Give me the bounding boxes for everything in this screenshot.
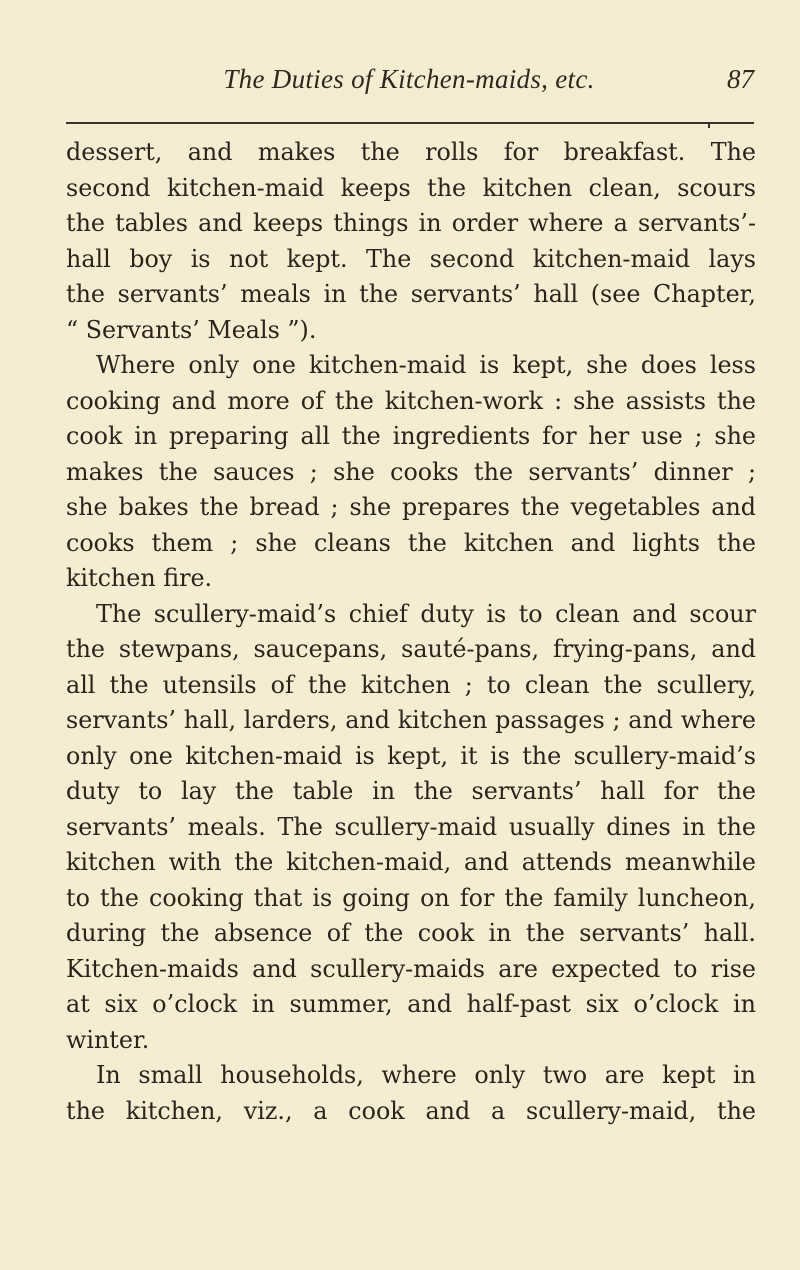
text-line: all the utensils of the kitchen ; to clean the scullery, <box>66 670 756 699</box>
text-line: cooks them ; she cleans the kitchen and lights the <box>66 528 756 557</box>
header-rule <box>66 122 754 124</box>
page-number: 87 <box>727 64 754 94</box>
text-line: to the cooking that is going on for the family luncheon, <box>66 883 756 912</box>
text-line: cooking and more of the kitchen-work : she assists the <box>66 386 756 415</box>
text-line: dessert, and makes the rolls for breakfast. The <box>66 138 756 166</box>
text-line: at six o’clock in summer, and half-past six o’clock in <box>66 990 756 1018</box>
text-line: hall boy is not kept. The second kitchen-maid lays <box>66 244 756 273</box>
text-line: Kitchen-maids and scullery-maids are expected to rise <box>66 954 756 983</box>
text-line: only one kitchen-maid is kept, it is the scullery-maid’s <box>66 741 756 770</box>
text-line: winter. <box>66 1025 150 1054</box>
body-text <box>66 135 756 1129</box>
text-line: In small households, where only two are kept in <box>96 1061 756 1089</box>
text-line: “ Servants’ Meals ”). <box>66 315 317 344</box>
text-line: the stewpans, saucepans, sauté-pans, frying-pans, and <box>66 635 756 663</box>
text-line: during the absence of the cook in the servants’ hall. <box>66 919 756 947</box>
text-line: Where only one kitchen-maid is kept, she does less <box>96 351 756 379</box>
text-line: she bakes the bread ; she prepares the vegetables and <box>66 493 756 521</box>
text-line: the kitchen, viz., a cook and a scullery-maid, the <box>66 1096 756 1125</box>
text-line: the servants’ meals in the servants’ hall (see Chapter, <box>66 280 756 308</box>
text-line: cook in preparing all the ingredients for her use ; she <box>66 422 756 450</box>
text-line: servants’ meals. The scullery-maid usually dines in the <box>66 812 756 841</box>
text-line: servants’ hall, larders, and kitchen passages ; and where <box>66 706 756 734</box>
text-line: kitchen with the kitchen-maid, and attends meanwhile <box>66 848 756 876</box>
text-line: the tables and keeps things in order where a servants’- <box>66 209 756 237</box>
text-line: duty to lay the table in the servants’ hall for the <box>66 777 756 805</box>
text-line: kitchen fire. <box>66 564 213 592</box>
running-head <box>64 64 754 104</box>
text-line: second kitchen-maid keeps the kitchen clean, scours <box>66 173 756 202</box>
text-line: makes the sauces ; she cooks the servants’ dinner ; <box>66 457 756 486</box>
text-line: The scullery-maid’s chief duty is to clean and scour <box>96 599 756 628</box>
running-title: The Duties of Kitchen-maids, etc. <box>223 64 595 94</box>
